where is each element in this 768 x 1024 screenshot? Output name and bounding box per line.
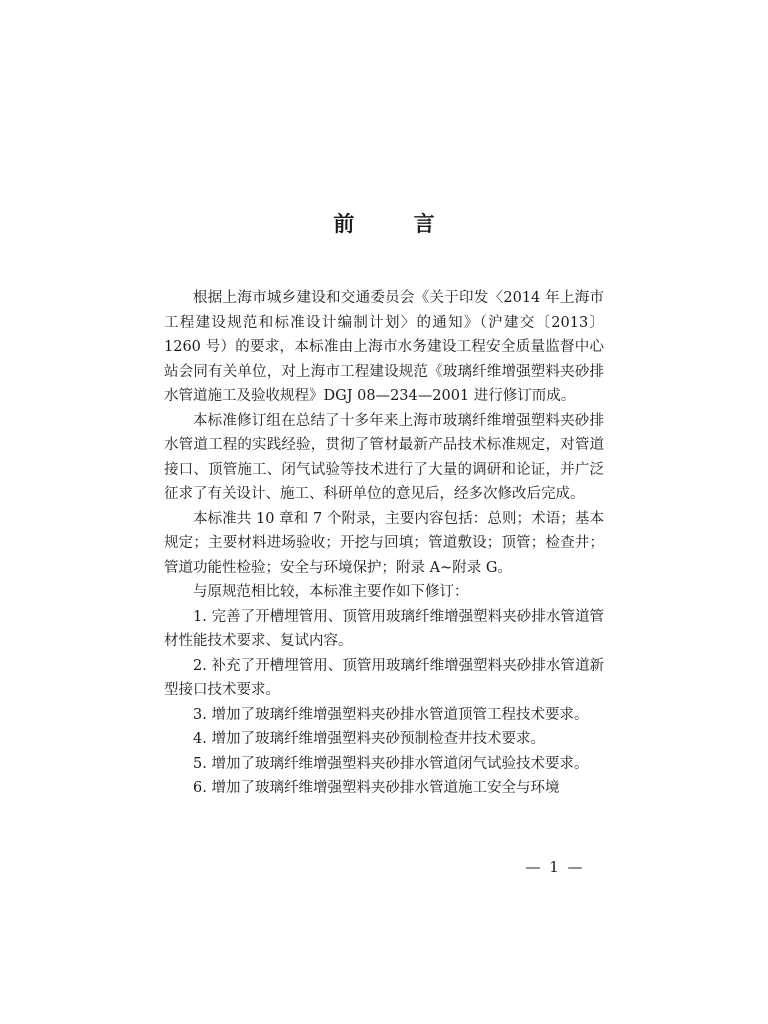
page-number: — 1 — [525,858,585,876]
paragraph: 根据上海市城乡建设和交通委员会《关于印发〈2014 年上海市工程建设规范和标准设计编制计划〉的通知》（沪建交〔2013〕1260 号）的要求，本标准由上海市水务建设工程安全质量监督中心站会同有关单位，对上海市工程建设规范《玻璃纤维增强塑料夹砂排水管道施工及验收规程》DGJ 08—234—2001 进行修订而成。 [164,290,604,404]
list-item: 2. 补充了开槽埋管用、顶管用玻璃纤维增强塑料夹砂排水管道新型接口技术要求。 [164,657,604,698]
paragraph: 本标准修订组在总结了十多年来上海市玻璃纤维增强塑料夹砂排水管道工程的实践经验，贯彻了管材最新产品技术标准规定，对管道接口、顶管施工、闭气试验等技术进行了大量的调研和论证，并广泛征求了有关设计、施工、科研单位的意见后，经多次修改后完成。 [164,412,604,502]
list-item: 5. 增加了玻璃纤维增强塑料夹砂排水管道闭气试验技术要求。 [193,755,589,772]
list-item: 6. 增加了玻璃纤维增强塑料夹砂排水管道施工安全与环境 [193,780,560,796]
list-item: 4. 增加了玻璃纤维增强塑料夹砂预制检查井技术要求。 [193,731,545,747]
body-text [164,286,604,801]
page-title: 前 言 [333,212,461,236]
paragraph: 与原规范相比较，本标准主要作如下修订： [193,584,469,600]
list-item: 3. 增加了玻璃纤维增强塑料夹砂排水管道顶管工程技术要求。 [193,706,589,723]
paragraph: 本标准共 10 章和 7 个附录，主要内容包括：总则；术语；基本规定；主要材料进场验收；开挖与回填；管道敷设；顶管；检查井；管道功能性检验；安全与环境保护；附录 A~附录 G。 [164,510,604,576]
list-item: 1. 完善了开槽埋管用、顶管用玻璃纤维增强塑料夹砂排水管道管材性能技术要求、复试内容。 [164,608,604,649]
